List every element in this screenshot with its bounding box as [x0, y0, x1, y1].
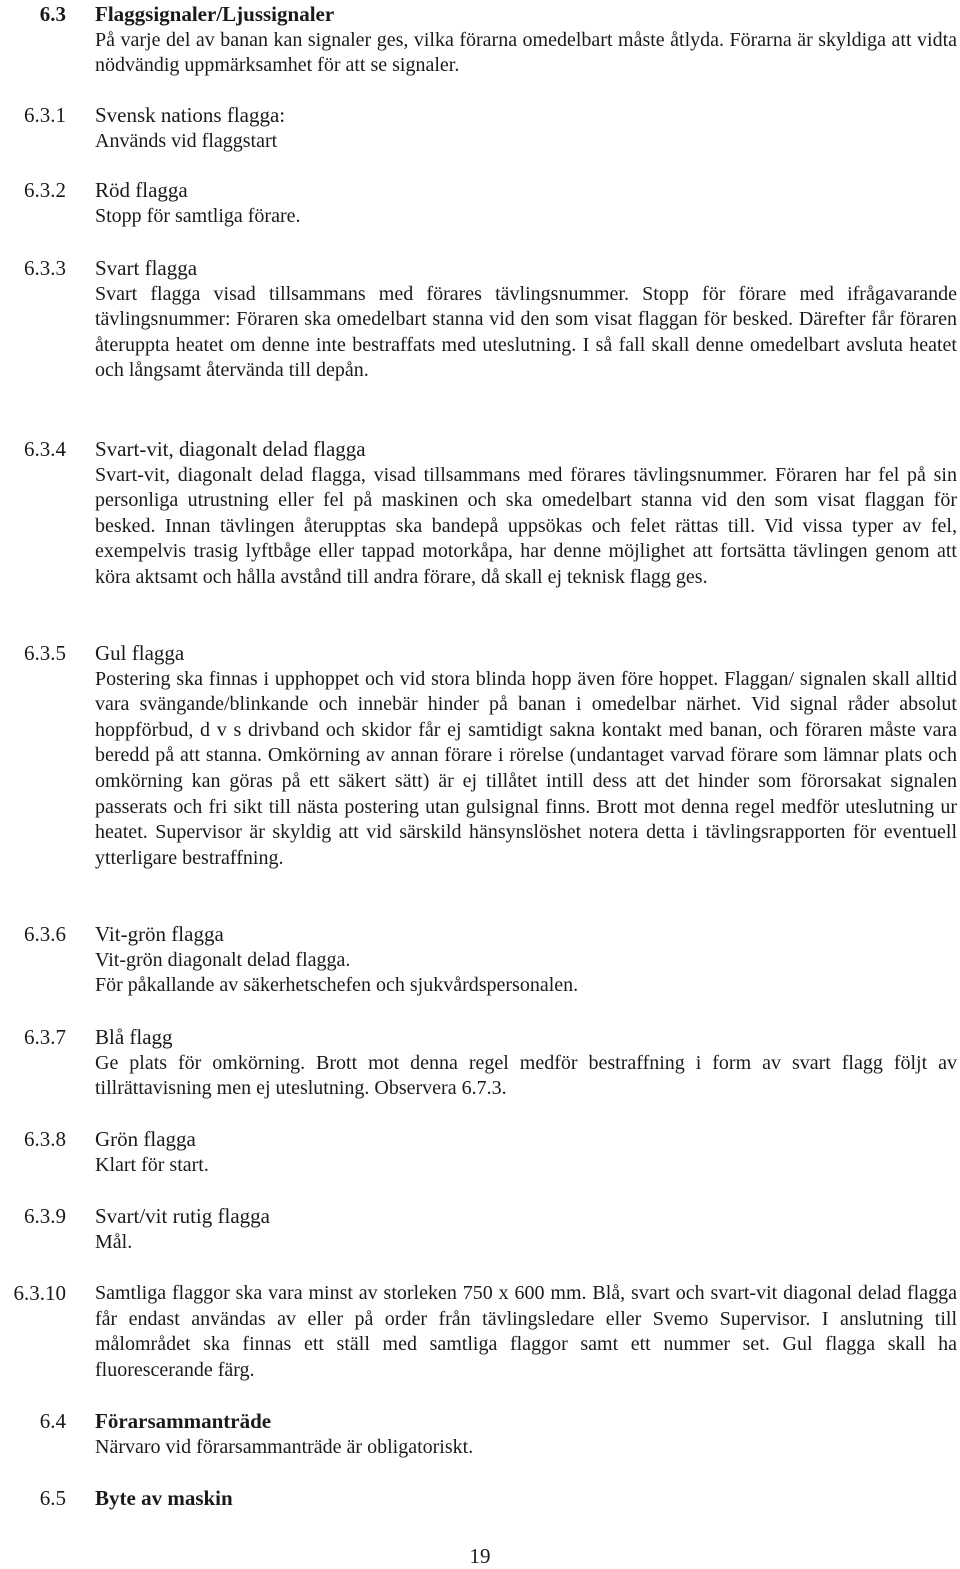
section-body [95, 2, 957, 79]
section-title: Flaggsignaler/Ljussignaler [95, 2, 335, 26]
section-number: 6.5 [39, 1486, 66, 1510]
section-text: Samtliga flaggor ska vara minst av storleken 750 x 600 mm. Blå, svart och svart-vit diagonal delad flagga får endast användas av eller på order från tävlingsledare eller Svemo Supervisor. I anslutning till målområdet ska finnas ett ställ med samtliga flaggor samt ett nummer set. Gul flagga skall ha fluorescerande färg. [95, 1282, 957, 1381]
section-number: 6.3.6 [24, 922, 66, 946]
section-title: Gul flagga [95, 641, 185, 665]
section-body [95, 1025, 957, 1102]
section-title: Svart/vit rutig flagga [95, 1204, 270, 1228]
section-text: Ge plats för omkörning. Brott mot denna regel medför bestraffning i form av svart flagg följt av tillrättavisning men ej uteslutning. Observera 6.7.3. [95, 1051, 957, 1100]
section-text: Stopp för samtliga förare. [95, 204, 301, 227]
section-number: 6.3.8 [24, 1127, 66, 1151]
section-title: Svensk nations flagga: [95, 103, 286, 127]
section-text: På varje del av banan kan signaler ges, vilka förarna omedelbart måste åtlyda. Förarna är skyldiga att vidta nödvändig uppmärksamhet för att se signaler. [95, 28, 957, 77]
section-title: Byte av maskin [95, 1486, 233, 1510]
section-number: 6.3.9 [24, 1204, 66, 1228]
section-text: Postering ska finnas i upphoppet och vid stora blinda hopp även före hoppet. Flaggan/ signalen skall alltid vara svängande/blinkande och innebär hinder på banan i omedelbar närhet. Vid signal råder absolut hoppförbud, d v s drivband och skidor får ej samtidigt sakna kontakt med banan, och föraren måste vara beredd på att stanna. Omkörning av annan förare i rörelse (undantaget varvad förare som lämnar plats och omkörning kan göras på ett säkert sätt) är ej tillåtet intill dess att det hinder som förorsakat signalen passerats och fri sikt till nästa postering utan gulsignal finns. Brott mot denna regel medför uteslutning ur heatet. Supervisor är skyldig att vid särskild hänsynslöshet notera detta i tävlingsrapporten för eventuell ytterligare bestraffning. [95, 667, 957, 869]
section-body [95, 178, 957, 229]
section-number: 6.3.3 [24, 256, 66, 280]
section-number: 6.3.10 [13, 1281, 66, 1305]
section-text: Används vid flaggstart [95, 129, 278, 152]
section-title: Blå flagg [95, 1025, 173, 1049]
section-title: Svart flagga [95, 256, 198, 280]
section-text: Svart flagga visad tillsammans med förares tävlingsnummer. Stopp för förare med ifrågavarande tävlingsnummer: Föraren ska omedelbart stanna vid den som visat flaggan för besked. Därefter får föraren återuppta heatet om denne inte bestraffats med uteslutning. I så fall skall denne omedelbart avsluta heatet och långsamt återvända till depån. [95, 282, 957, 382]
section-body [95, 1281, 957, 1383]
section-text-line: För påkallande av säkerhetschefen och sjukvårdspersonalen. [95, 974, 579, 997]
section-body [95, 1127, 957, 1178]
section-number: 6.3 [39, 2, 66, 26]
section-title: Vit-grön flagga [95, 922, 224, 946]
section-body [95, 256, 957, 384]
section-body [95, 641, 957, 871]
section-body [95, 1204, 957, 1255]
section-text: Klart för start. [95, 1153, 209, 1176]
section-text: Mål. [95, 1230, 133, 1253]
section-body [95, 437, 957, 591]
page-number: 19 [469, 1544, 491, 1568]
section-title: Förarsammanträde [95, 1409, 272, 1433]
section-body [95, 1409, 957, 1460]
section-body [95, 922, 957, 999]
section-body [95, 103, 957, 154]
section-title: Röd flagga [95, 178, 188, 202]
section-number: 6.3.4 [24, 437, 66, 461]
section-number: 6.3.7 [24, 1025, 66, 1049]
section-title: Svart-vit, diagonalt delad flagga [95, 437, 366, 461]
section-body [95, 1486, 957, 1512]
section-number: 6.4 [39, 1409, 66, 1433]
section-number: 6.3.5 [24, 641, 66, 665]
section-number: 6.3.2 [24, 178, 66, 202]
section-title: Grön flagga [95, 1127, 196, 1151]
section-number: 6.3.1 [24, 103, 66, 127]
section-text-line: Vit-grön diagonalt delad flagga. [95, 948, 351, 971]
section-text: Svart-vit, diagonalt delad flagga, visad tillsammans med förares tävlingsnummer. Föraren har fel på sin personliga utrustning eller fel på maskinen och ska omedelbart stanna vid den som visat flaggan för besked. Innan tävlingen återupptas ska bandepå uppsökas och felet rättas till. Vid vissa typer av fel, exempelvis trasig lyftbåge eller tappad motorkåpa, har denne möjlighet att fortsätta tävlingen genom att köra aktsamt och hålla avstånd till andra förare, då skall ej teknisk flagg ges. [95, 463, 957, 588]
section-text: Närvaro vid förarsammanträde är obligatoriskt. [95, 1435, 474, 1458]
